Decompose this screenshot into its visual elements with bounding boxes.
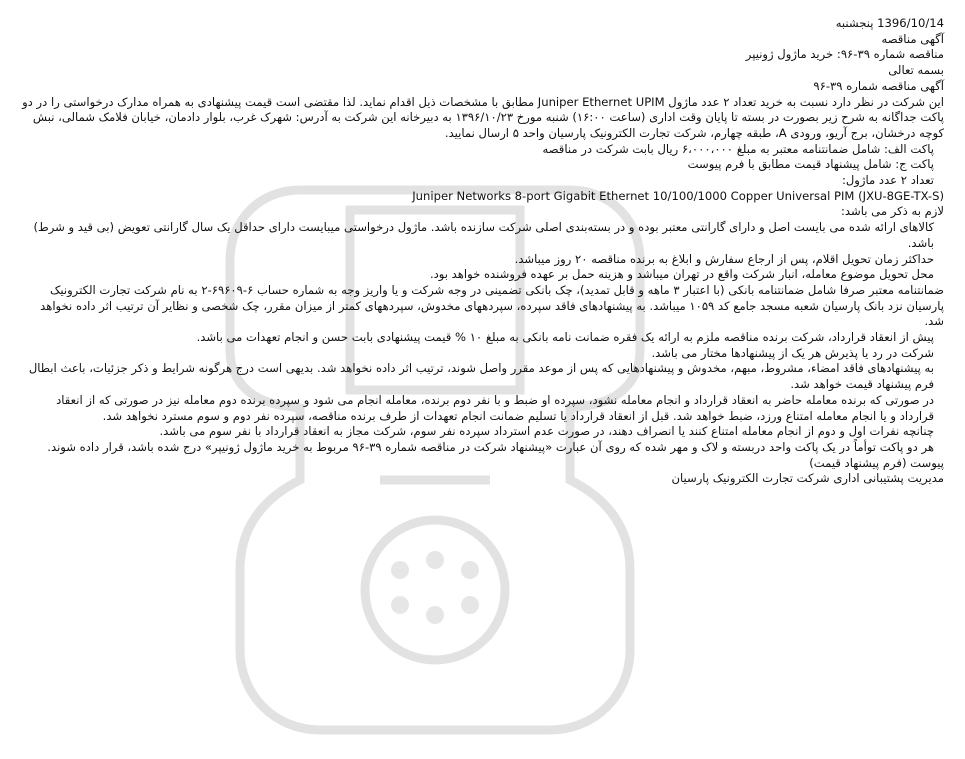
tender-notice-title: آگهی مناقصه شماره ۳۹-۹۶ (813, 78, 944, 93)
date-line: 1396/10/14 پنجشنبه (835, 16, 944, 30)
intro-paragraph: این شرکت در نظر دارد نسبت به خرید تعداد ۲ عدد ماژول Juniper Ethernet UPIM مطابق با مشخصات ذیل اقدام نماید. لذا مقتضی است قیمت پیشنهادی به همراه مدارک درخواستی را در دو پاکت جداگانه به شرح زیر بصورت در بسته تا پایان وقت اداری (ساعت ۱۶:۰۰) شنبه مورخ ۱۳۹۶/۱۰/۲۳ به دبیرخانه این شرکت به آدرس: شهرک غرب، بلوار دادمان، خیابان فلامک شمالی، نبش کوچه درخشان، برج آریو، ورودی A، طبقه چهارم، شرکت تجارت الکترونیک پارسیان واحد ۵ ارسال نمایید. (22, 94, 944, 140)
module-spec: Juniper Networks 8-port Gigabit Ethernet 10/100/1000 Copper Universal PIM (JXU-8GE-TX-S) (412, 188, 944, 203)
condition-item: ضمانتنامه معتبر صرفا شامل ضمانتنامه بانکی (با اعتبار ۳ ماهه و قابل تمدید)، چک بانکی تضمینی در وجه شرکت و یا واریز وجه به شماره حساب ۶-۶۹۶۰۹-۲ به نام شرکت تجارت الکترونیک پارسیان نزد بانک پارسیان شعبه مسجد جامع کد ۱۰۵۹ میباشد. به پیشنهادهای فاقد سپرده، سپردههای مخدوش، سپردههای کمتر از میزان مقرر، چک شخصی و نظایر آن ترتیب اثر داده نخواهد شد. (40, 282, 944, 329)
tender-document (22, 16, 944, 487)
condition-item: هر دو پاکت توأماً در یک پاکت واحد دربسته و لاک و مهر شده که روی آن عبارت «پیشنهاد شرکت در مناقصه شماره ۳۹-۹۶ مربوط به خرید ماژول ژونیپر» درج شده باشد، قرار داده شوند. (47, 439, 934, 454)
condition-item: پیش از انعقاد قرارداد، شرکت برنده مناقصه ملزم به ارائه یک فقره ضمانت نامه بانکی به مبلغ ۱۰ % قیمت پیشنهادی بابت حسن و انجام تعهدات می باشد. (196, 330, 934, 345)
note-heading: لازم به ذکر می باشد: (841, 204, 944, 219)
tender-subject: مناقصه شماره ۳۹-۹۶: خرید ماژول ژونیپر (745, 47, 944, 62)
condition-item: حداکثر زمان تحویل اقلام، پس از ارجاع سفارش و ابلاغ به برنده مناقصه ۲۰ روز میباشد. (514, 251, 934, 266)
envelope-c: پاکت ج: شامل پیشنهاد قیمت مطابق با فرم پیوست (687, 157, 934, 172)
condition-item: شرکت در رد یا پذیرش هر یک از پیشنهادها مختار می باشد. (651, 345, 934, 360)
signature-line: مدیریت پشتیبانی اداری شرکت تجارت الکترونیک پارسیان (671, 471, 944, 486)
heading: آگهی مناقصه (881, 31, 944, 46)
module-count: تعداد ۲ عدد ماژول: (841, 173, 934, 188)
condition-item: چنانچه نفرات اول و دوم از انجام معامله امتناع کنند یا انصراف دهند، در صورت عدم استرداد سپرده نفر سوم، شرکت مجاز به انعقاد قرارداد با نفر سوم می باشد. (159, 424, 934, 439)
condition-item: به پیشنهادهای فاقد امضاء، مشروط، مبهم، مخدوش و پیشنهادهایی که پس از موعد مقرر واصل شوند، ترتیب اثر داده نخواهد شد. بدیهی است درج هرگونه شرایط و ذکر جزئیات، باعث ابطال فرم پیشنهاد قیمت خواهد شد. (28, 361, 934, 392)
bismillah: بسمه تعالی (888, 63, 944, 78)
condition-item: محل تحویل موضوع معامله، انبار شرکت واقع در تهران میباشد و هزینه حمل بر عهده فروشنده خواهد بود. (429, 267, 934, 282)
envelope-a: پاکت الف: شامل ضمانتنامه معتبر به مبلغ ۶،۰۰۰،۰۰۰ ریال بابت شرکت در مناقصه (542, 141, 934, 156)
attachment-line: پیوست (فرم پیشنهاد قیمت) (809, 455, 944, 470)
condition-item: در صورتی که برنده معامله حاضر به انعقاد قرارداد و انجام معامله نشود، سپرده او ضبط و با نفر دوم برنده، معامله انجام می شود و سپرده برنده دوم معامله نیز در صورتی که از انعقاد قرارداد و یا انجام معامله امتناع ورزد، ضبط خواهد شد. قبل از انعقاد قرارداد یا تسلیم ضمانت انجام تعهدات از طرف برنده مناقصه، سپرده نفر دوم و سوم مسترد نخواهد شد. (56, 392, 934, 423)
condition-item: کالاهای ارائه شده می بایست اصل و دارای گارانتی معتبر بوده و در بسته‌بندی اصلی شرکت سازنده باشد. ماژول درخواستی میبایست دارای حداقل یک سال گارانتی تعویض (بی قید و شرط) باشد. (33, 220, 934, 250)
